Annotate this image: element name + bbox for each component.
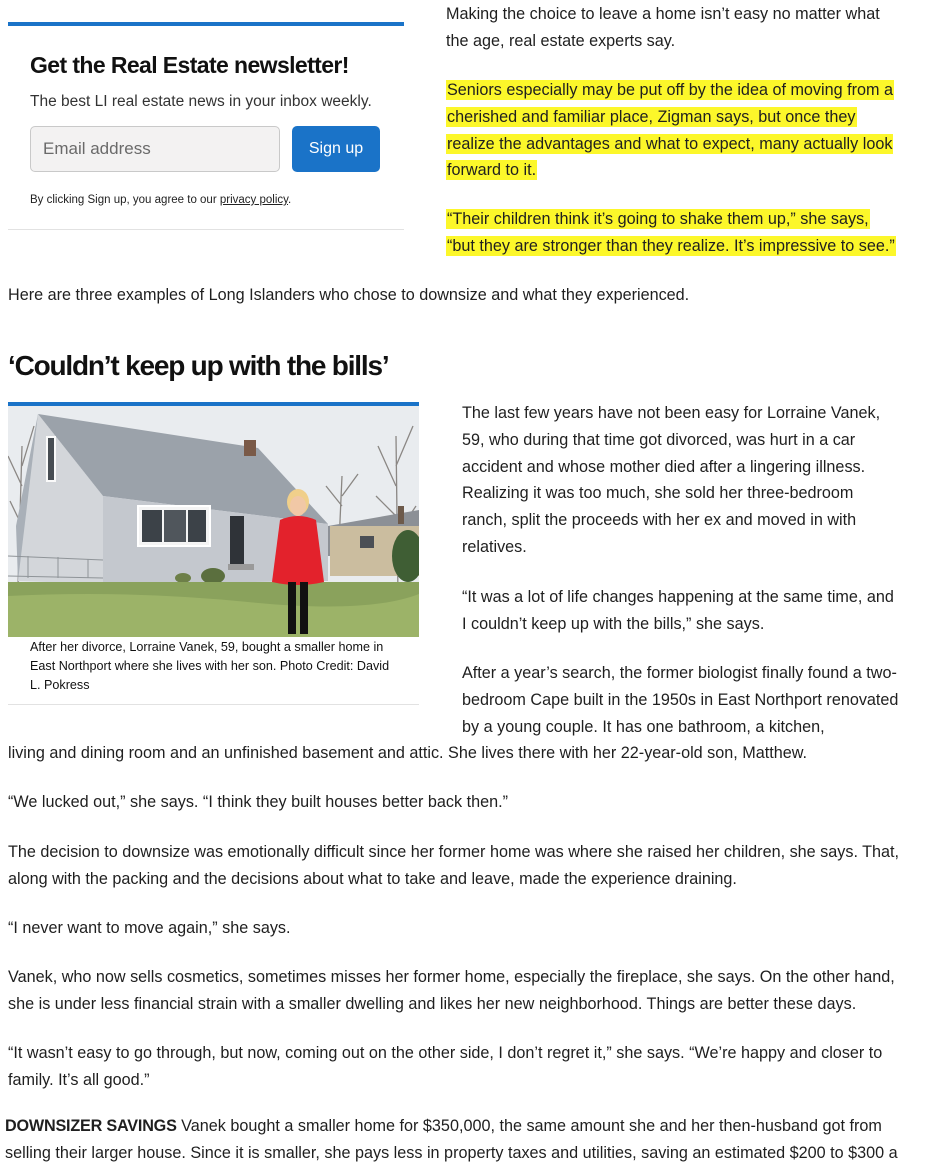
highlighted-text: Seniors especially may be put off by the idea of moving from a cherished and familiar place, Zigman says, but once they realize the advantages and what to expect, many actually look forward to it.	[447, 81, 893, 180]
section-paragraph-3-bottom: living and dining room and an unfinished basement and attic. She lives there with her 22-year-old son, Matthew.	[8, 744, 808, 762]
downsizer-savings-paragraph	[5, 1113, 915, 1167]
photo-caption: After her divorce, Lorraine Vanek, 59, bought a smaller home in East Northport where she lives with her son. Photo Credit: David L. Pokress	[30, 640, 390, 692]
intro-paragraph-2-highlighted	[446, 77, 896, 184]
downsizer-savings-text: Vanek bought a smaller home for $350,000, the same amount she and her then-husband got from selling their larger house. Since it is smaller, she pays less in property taxes and utilities, saving an estimated $200 to $300 a	[5, 1117, 898, 1162]
newsletter-signup-box	[8, 22, 404, 230]
intro-paragraph-1: Making the choice to leave a home isn’t easy no matter what the age, real estate experts say.	[446, 5, 880, 50]
sign-up-button[interactable]: Sign up	[292, 126, 380, 172]
highlighted-quote: “Their children think it’s going to shake them up,” she says, “but they are stronger than they realize. It’s impressive to see.”	[447, 210, 895, 255]
section-paragraph-3-top: After a year’s search, the former biologist finally found a two-bedroom Cape built in the 1950s in East Northport renovated by a young couple. It has one bathroom, a kitchen,	[462, 664, 899, 736]
house-photo[interactable]	[8, 402, 419, 637]
section-paragraph-1: The last few years have not been easy for Lorraine Vanek, 59, who during that time got divorced, was hurt in a car accident and whose mother died after a lingering illness. Realizing it was too much, she sold her three-bedroom ranch, split the proceeds with her ex and moved in with relatives.	[462, 404, 881, 556]
email-input[interactable]	[30, 126, 280, 172]
newsletter-legal-text	[30, 194, 291, 206]
article-photo-figure	[8, 402, 419, 705]
newsletter-title: Get the Real Estate newsletter!	[30, 52, 349, 78]
section-paragraph-6: “I never want to move again,” she says.	[8, 919, 291, 937]
newsletter-subtitle: The best LI real estate news in your inbox weekly.	[30, 93, 372, 110]
section-paragraph-4: “We lucked out,” she says. “I think they built houses better back then.”	[8, 793, 508, 811]
privacy-policy-link[interactable]: privacy policy	[219, 194, 289, 206]
section-heading: ‘Couldn’t keep up with the bills’	[8, 350, 389, 381]
downsizer-savings-label: DOWNSIZER SAVINGS	[5, 1117, 177, 1135]
legal-prefix: By clicking Sign up, you agree to our	[30, 194, 220, 206]
legal-suffix: .	[288, 194, 292, 206]
intro-paragraph-3-highlighted	[446, 206, 901, 260]
intro-paragraph-4: Here are three examples of Long Islanders who chose to downsize and what they experienced.	[8, 286, 690, 304]
section-paragraph-7: Vanek, who now sells cosmetics, sometimes misses her former home, especially the fireplace, she says. On the other hand, she is under less financial strain with a smaller dwelling and likes her new neighborhood. Things are better these days.	[8, 968, 895, 1013]
section-paragraph-8: “It wasn’t easy to go through, but now, coming out on the other side, I don’t regret it,” she says. “We’re happy and closer to family. It’s all good.”	[8, 1044, 883, 1089]
section-paragraph-5: The decision to downsize was emotionally difficult since her former home was where she raised her children, she says. That, along with the packing and the decisions about what to take and leave, made the experience draining.	[8, 843, 900, 888]
section-paragraph-2: “It was a lot of life changes happening at the same time, and I couldn’t keep up with the bills,” she says.	[462, 588, 894, 633]
